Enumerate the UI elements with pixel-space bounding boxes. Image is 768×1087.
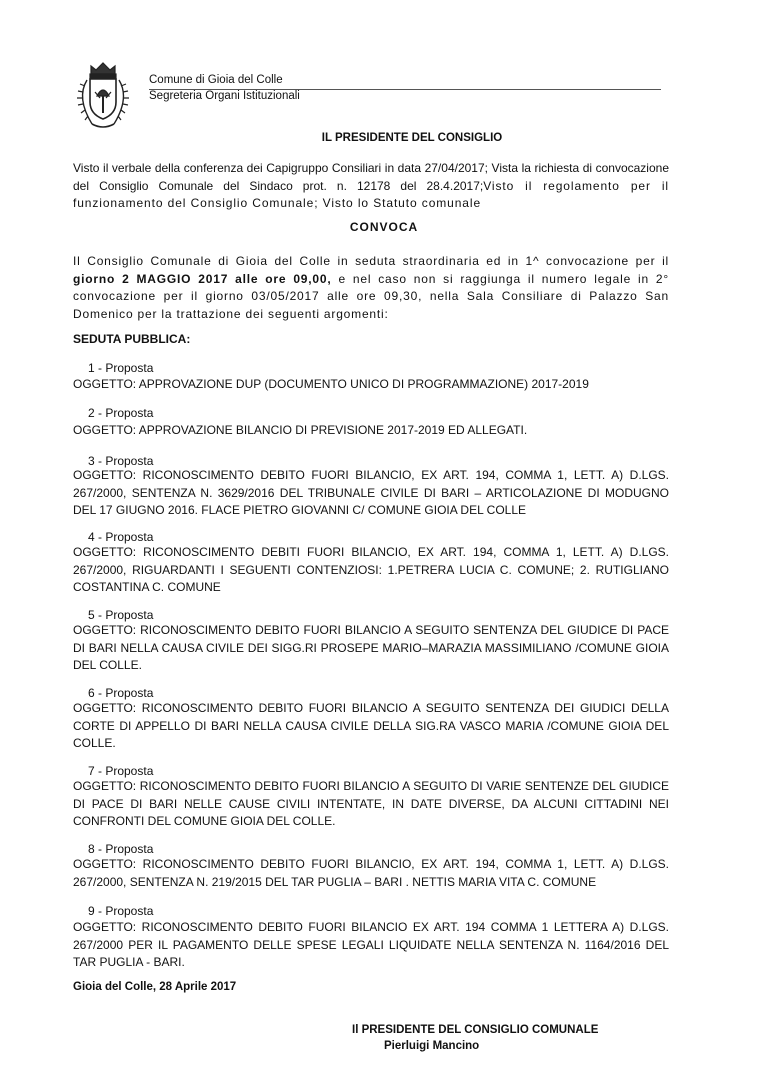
proposal-label: 2 - Proposta (88, 406, 154, 420)
proposal-text: OGGETTO: RICONOSCIMENTO DEBITO FUORI BILANCIO, EX ART. 194, COMMA 1, LETT. A) D.LGS. 267/2000, SENTENZA N. 219/2015 DEL TAR PUGLIA – BARI . NETTIS MARIA VITA C. COMUNE (73, 857, 669, 889)
proposal-text: OGGETTO: RICONOSCIMENTO DEBITO FUORI BILANCIO A SEGUITO SENTENZA DEI GIUDICI DELLA CORTE DI APPELLO DI BARI NELLA CAUSA CIVILE DELLA SIG.RA VASCO MARIA /COMUNE GIOIA DEL COLLE. (73, 701, 669, 750)
place-date: Gioia del Colle, 28 Aprile 2017 (73, 981, 237, 993)
signature-name: Pierluigi Mancino (384, 1040, 480, 1052)
proposal-label: 1 - Proposta (88, 361, 154, 375)
proposal-text: OGGETTO: APPROVAZIONE BILANCIO DI PREVISIONE 2017-2019 ED ALLEGATI. (73, 423, 528, 437)
proposal-text: OGGETTO: RICONOSCIMENTO DEBITO FUORI BILANCIO, EX ART. 194, COMMA 1, LETT. A) D.LGS. 267/2000, SENTENZA N. 3629/2016 DEL TRIBUNALE CIVILE DI BARI – ARTICOLAZIONE DI MODUGNO DEL 17 GIUGNO 2016. FLACE PIETRO GIOVANNI C/ COMUNE GIOIA DEL COLLE (73, 468, 669, 517)
convocation-paragraph (73, 253, 669, 323)
municipal-crest-icon (70, 58, 136, 132)
header-office: Segreteria Organi Istituzionali (149, 90, 300, 102)
proposal-text: OGGETTO: RICONOSCIMENTO DEBITO FUORI BILANCIO A SEGUITO DI VARIE SENTENZE DEL GIUDICE DI PACE DI BARI NELLE CAUSE CIVILI INTENTATE, IN DATE DIVERSE, DA ALCUNI CITTADINI NEI CONFRONTI DEL COMUNE GIOIA DEL COLLE. (73, 779, 669, 828)
proposal-text: OGGETTO: RICONOSCIMENTO DEBITO FUORI BILANCIO A SEGUITO SENTENZA DEL GIUDICE DI PACE DI BARI NELLA CAUSA CIVILE DEI SIGG.RI PROSEPE MARIO–MARAZIA MASSIMILIANO /COMUNE GIOIA DEL COLLE. (73, 623, 669, 672)
intro-paragraph (73, 160, 669, 213)
proposal-label: 8 - Proposta (88, 842, 154, 856)
convoca-heading: CONVOCA (349, 220, 419, 234)
header-municipality: Comune di Gioia del Colle (149, 74, 283, 86)
proposal-label: 9 - Proposta (88, 904, 154, 918)
convocation-text-1: Il Consiglio Comunale di Gioia del Colle in seduta straordinaria ed in 1^ convocazione per il (73, 254, 669, 268)
proposal-text: OGGETTO: RICONOSCIMENTO DEBITO FUORI BILANCIO EX ART. 194 COMMA 1 LETTERA A) D.LGS. 267/2000 PER IL PAGAMENTO DELLE SPESE LEGALI LIQUIDATE NELLA SENTENZA N. 1164/2016 DEL TAR PUGLIA - BARI. (73, 920, 669, 969)
intro-text-b: Visto il regolamento per il funzionamento del Consiglio Comunale; Visto lo Statuto comunale (73, 178, 669, 210)
proposal-text: OGGETTO: RICONOSCIMENTO DEBITI FUORI BILANCIO, EX ART. 194, COMMA 1, LETT. A) D.LGS. 267/2000, RIGUARDANTI I SEGUENTI CONTENZIOSI: 1.PETRERA LUCIA C. COMUNE; 2. RUTIGLIANO COSTANTINA C. COMUNE (73, 545, 669, 594)
session-heading: SEDUTA PUBBLICA: (73, 332, 191, 346)
proposal-label: 5 - Proposta (88, 608, 154, 622)
proposal-label: 3 - Proposta (88, 454, 154, 468)
proposal-label: 6 - Proposta (88, 686, 154, 700)
page-title: IL PRESIDENTE DEL CONSIGLIO (321, 132, 503, 144)
proposal-label: 7 - Proposta (88, 764, 154, 778)
convocation-text-2: e nel caso non si raggiunga il numero legale in 2° convocazione per il giorno 03/05/2017 alle ore 09,30, nella Sala Consiliare di Palazzo San Domenico per la trattazione dei seguenti argomenti: (73, 271, 669, 321)
proposal-label: 4 - Proposta (88, 530, 154, 544)
intro-text-a: Visto il verbale della conferenza dei Capigruppo Consiliari in data 27/04/2017; Vista la richiesta di convocazione del Consiglio Comunale del Sindaco prot. n. 12178 del 28.4.2017; (73, 161, 669, 193)
signature-role: Il PRESIDENTE DEL CONSIGLIO COMUNALE (352, 1024, 599, 1036)
convocation-date: giorno 2 MAGGIO 2017 alle ore 09,00, (73, 271, 332, 286)
proposal-text: OGGETTO: APPROVAZIONE DUP (DOCUMENTO UNICO DI PROGRAMMAZIONE) 2017-2019 (73, 377, 589, 391)
